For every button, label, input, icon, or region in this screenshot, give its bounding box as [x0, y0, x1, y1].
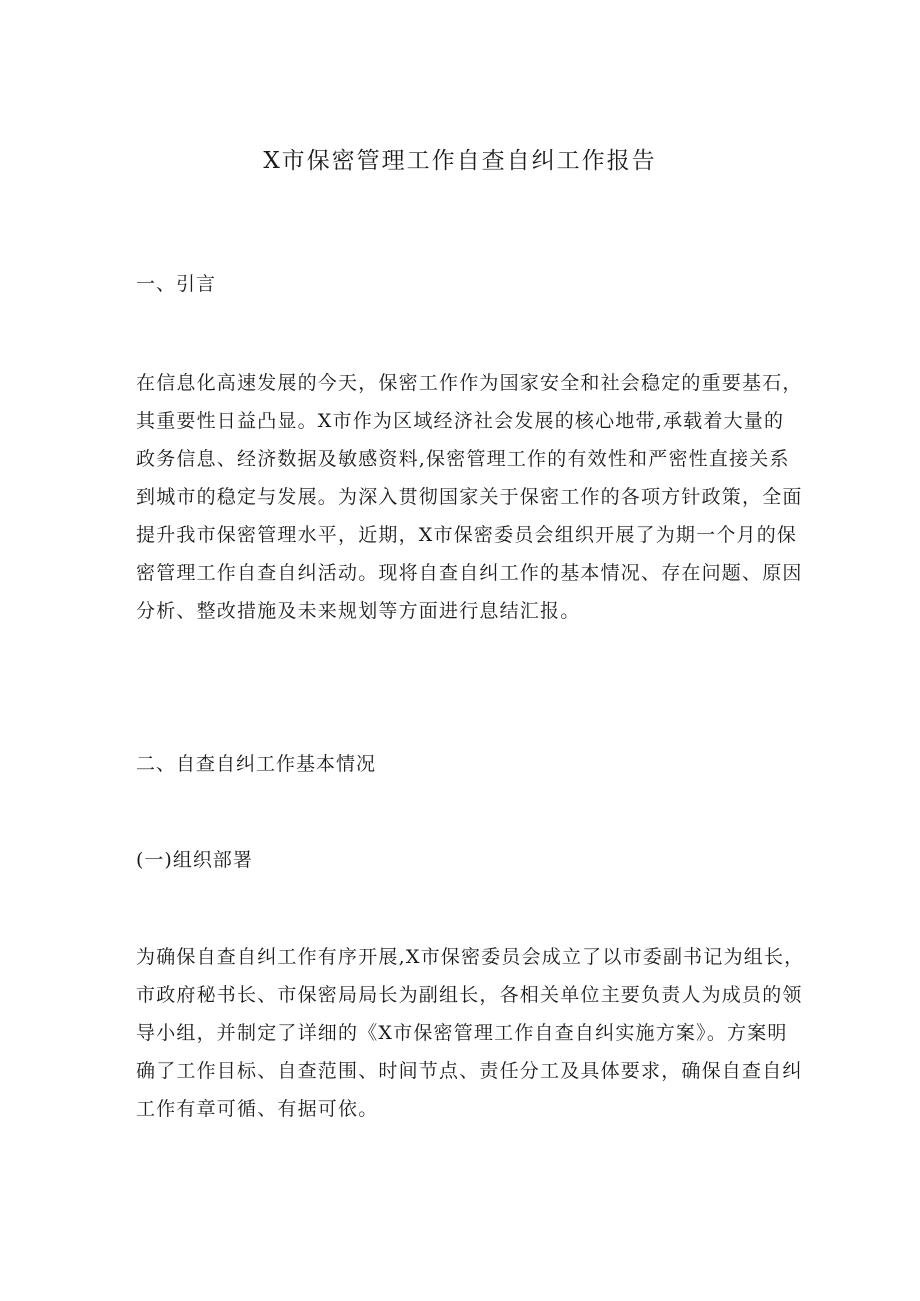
document-title: X市保密管理工作自查自纠工作报告 — [263, 148, 657, 174]
paragraph-line: 市政府秘书长、市保密局局长为副组长，各相关单位主要负责人为成员的领 — [136, 984, 803, 1006]
paragraph-line: 到城市的稳定与发展。为深入贯彻国家关于保密工作的各项方针政策，全面 — [136, 486, 803, 508]
paragraph-line: 密管理工作自查自纠活动。现将自查自纠工作的基本情况、存在问题、原因 — [136, 562, 803, 584]
paragraph-line: 导小组，并制定了详细的《X市保密管理工作自查自纠实施方案》。方案明 — [136, 1022, 788, 1044]
section-heading-introduction: 一、引言 — [136, 273, 217, 295]
paragraph-line: 为确保自查自纠工作有序开展,X市保密委员会成立了以市委副书记为组长， — [136, 946, 805, 968]
paragraph-line: 分析、整改措施及未来规划等方面进行息结汇报。 — [136, 600, 581, 622]
paragraph-line: 政务信息、经济数据及敏感资料,保密管理工作的有效性和严密性直接关系 — [136, 448, 790, 470]
paragraph-line: 在信息化高速发展的今天，保密工作作为国家安全和社会稳定的重要基石， — [136, 372, 803, 394]
section-heading-self-inspection: 二、自查自纠工作基本情况 — [136, 753, 377, 775]
introduction-paragraph — [136, 364, 803, 630]
paragraph-line: 其重要性日益凸显。X市作为区域经济社会发展的核心地带,承载着大量的 — [136, 410, 785, 432]
organization-paragraph — [136, 938, 805, 1128]
paragraph-line: 提升我市保密管理水平，近期，X市保密委员会组织开展了为期一个月的保 — [136, 524, 798, 546]
subsection-heading-organization: (一)组织部署 — [136, 849, 253, 871]
paragraph-line: 工作有章可循、有据可依。 — [136, 1098, 379, 1120]
paragraph-line: 确了工作目标、自查范围、时间节点、责任分工及具体要求，确保自查自纠 — [136, 1060, 803, 1082]
